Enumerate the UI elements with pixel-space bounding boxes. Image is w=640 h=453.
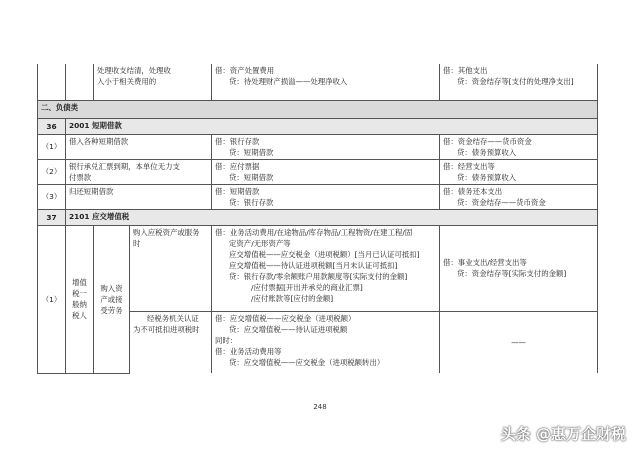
budget-entry-cell: 借：事业支出/经营支出等 贷：资金结存等[实际支付的金额]: [440, 225, 598, 311]
section-header-row: [38, 100, 598, 118]
financial-entry-cell: 借：银行存款 贷：短期借款: [212, 134, 440, 159]
vat-category-cell: 增值 税一 般纳 税人: [66, 225, 94, 373]
row-index: （3）: [38, 184, 66, 209]
account-header-row: [38, 209, 598, 225]
budget-entry-cell: 借：经营支出等 贷：债务预算收入: [440, 159, 598, 184]
financial-entry-cell: 借：业务活动费用/在途物品/库存物品/工程物资/在建工程/固 定资产/无形资产等 应交增值税——应交税金（进项税额）[当月已认证可抵扣] 应交增值税——待认证进项税额[当月未认证可抵扣] 贷：银行存款/零余额账户用款额度等[实际支付的金额] /应付票据[开出并承兑的商业汇票] /应付账款等[应付的金额]: [212, 225, 440, 311]
account-header-row: [38, 118, 598, 134]
description-cell: 银行承兑汇票到期，本单位无力支 付票款: [66, 159, 212, 184]
section-title: 二、负债类: [38, 100, 598, 118]
financial-entry-cell: 借：应付票据 贷：短期借款: [212, 159, 440, 184]
description-cell: 处理收支结清，处理收 入小于相关费用的: [94, 64, 212, 100]
account-title: 2001 短期借款: [66, 118, 598, 134]
description-cell: 借入各种短期借款: [66, 134, 212, 159]
accounting-entries-table: [37, 64, 598, 374]
financial-entry-cell: 借：应交增值税——应交税金（进项税额） 贷：应交增值税——待认证进项税额 同时： 借：业务活动费用等 贷：应交增值税——应交税金（进项税额转出）: [212, 311, 440, 373]
budget-entry-cell: 借：其他支出 贷：资金结存等[支付的处理净支出]: [440, 64, 598, 100]
row-index: （1）: [38, 225, 66, 373]
account-title: 2101 应交增值税: [66, 209, 598, 225]
vat-subcategory-cell: 购入资 产或接 受劳务: [94, 225, 130, 373]
budget-entry-cell: 借：资金结存——货币资金 贷：债务预算收入: [440, 134, 598, 159]
table-row: [38, 184, 598, 209]
table-row: [38, 64, 598, 100]
table-row: [38, 134, 598, 159]
financial-entry-cell: 借：资产处置费用 贷：待处理财产损溢——处理净收入: [212, 64, 440, 100]
table-row: [38, 225, 598, 311]
row-index: （2）: [38, 159, 66, 184]
description-cell: 归还短期借款: [66, 184, 212, 209]
financial-entry-cell: 借：短期借款 贷：银行存款: [212, 184, 440, 209]
budget-entry-cell: ——: [440, 311, 598, 373]
description-cell: 购入应税资产或服务 时: [130, 225, 212, 311]
index-cell: [38, 64, 66, 100]
watermark: 头条 @惠万企财税: [500, 425, 626, 443]
index-cell: [66, 64, 94, 100]
table-row: [38, 159, 598, 184]
description-cell: 经税务机关认证 为不可抵扣进项税时: [130, 311, 212, 373]
row-index: （1）: [38, 134, 66, 159]
budget-entry-cell: 借：债务还本支出 贷：资金结存——货币资金: [440, 184, 598, 209]
page-number: 248: [313, 403, 327, 411]
account-number: 37: [38, 209, 66, 225]
account-number: 36: [38, 118, 66, 134]
